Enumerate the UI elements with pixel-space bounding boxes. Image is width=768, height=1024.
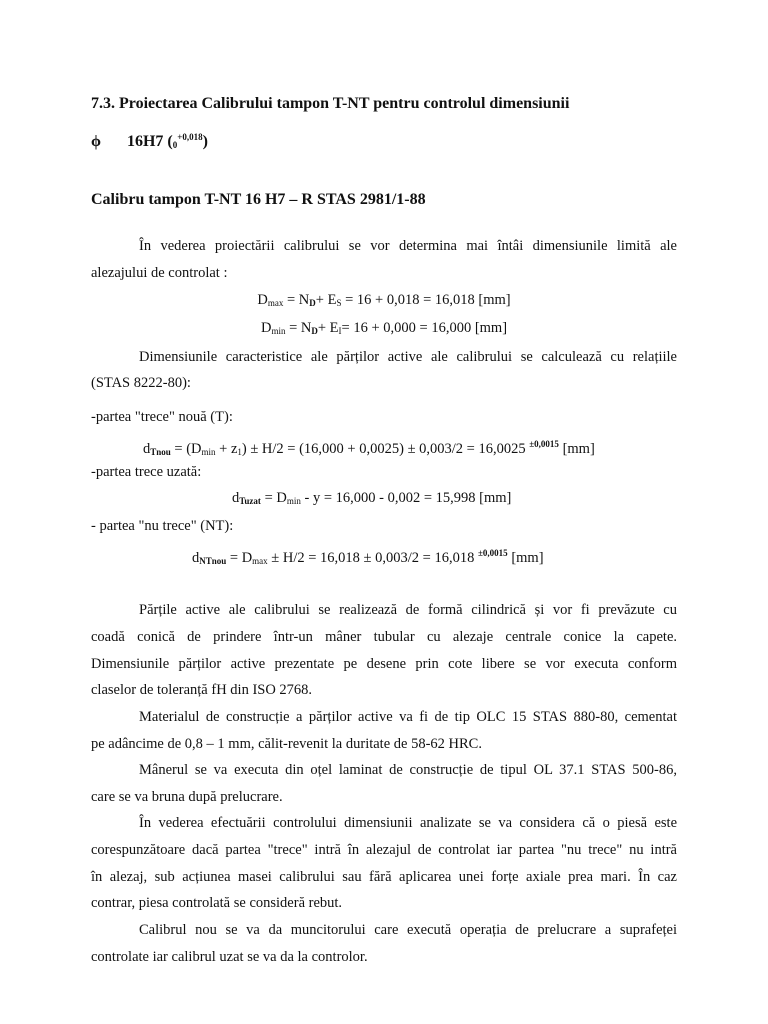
equation-t-new: $d_{Tnou} = (D_{min} + z_1) \pm H/2 = (16,000 + 0,0025) \pm 0,003/2 = 16,0025$ $^{\pm 0,0015}$ [mm] <box>143 439 595 457</box>
para4-line-3: în alezaj, sub acțiunea masei calibrului sau fără aplicarea unei forțe axiale prea mari. În caz <box>91 869 677 885</box>
para4-line-4: contrar, piesa controlată se consideră rebut. <box>91 895 343 911</box>
dimension-value: 16H7 ( <box>126 133 173 150</box>
para4-line-1: În vederea efectuării controlului dimensiunii analizate se va considera că o piesă este <box>139 815 677 831</box>
dimension-close: ) <box>202 133 208 150</box>
dimension-heading <box>91 127 208 155</box>
equation-dmin: $D_{min} = N_D+ E_I= 16 + 0,000 = 16,000$ [mm] <box>260 320 508 336</box>
para1-line-4: claselor de toleranță fH din ISO 2768. <box>91 682 313 698</box>
para1-line-2: coadă conică de prindere într-un mâner tubular cu alezaje centrale conice la capete. <box>91 629 677 645</box>
para1-line-1: Părțile active ale calibrului se realizează de formă cilindrică și vor fi prevăzute cu <box>139 602 677 618</box>
part-nt-label: - partea "nu trece" (NT): <box>91 518 234 534</box>
para2-line-2: pe adâncime de 0,8 – 1 mm, călit-revenit la duritate de 58-62 HRC. <box>91 736 482 752</box>
dims-line-1: Dimensiunile caracteristice ale părților active ale calibrului se calculează cu relațiile <box>139 349 677 365</box>
para5-line-2: controlate iar calibrul uzat se va da la controlor. <box>91 949 368 965</box>
para2-line-1: Materialul de construcție a părților active va fi de tip OLC 15 STAS 880-80, cementat <box>139 709 677 725</box>
para3-line-1: Mânerul se va executa din oțel laminat de construcție de tipul OL 37.1 STAS 500-86, <box>139 762 677 778</box>
intro-line-2: alezajului de controlat : <box>91 265 228 281</box>
part-t-label: -partea "trece" nouă (T): <box>91 409 233 425</box>
equation-dmax: $D_{max} = N_D+ E_S = 16 + 0,018 = 16,018$ [mm] <box>257 292 511 308</box>
phi-symbol: ϕ <box>91 133 101 150</box>
dims-line-2: (STAS 8222-80): <box>91 375 191 391</box>
section-title: 7.3. Proiectarea Calibrului tampon T-NT pentru controlul dimensiunii <box>91 95 570 112</box>
para3-line-2: care se va bruna după prelucrare. <box>91 789 283 805</box>
para1-line-3: Dimensiunile părților active prezentate pe desene prin cote libere se vor executa conform <box>91 656 677 672</box>
lower-deviation: 0 <box>172 140 178 150</box>
upper-deviation: +0,018 <box>177 132 203 142</box>
intro-line-1: În vederea proiectării calibrului se vor determina mai întâi dimensiunile limită ale <box>139 238 677 254</box>
equation-t-worn: $d_{Tuzat} = D_{min} - y = 16,000 - 0,002 = 15,998$ [mm] <box>232 490 512 506</box>
para4-line-2: corespunzătoare dacă partea "trece" intră în alezajul de controlat iar partea "nu trece" nu intră <box>91 842 677 858</box>
part-t-worn-label: -partea trece uzată: <box>91 464 202 480</box>
para5-line-1: Calibrul nou se va da muncitorului care execută operația de prelucrare a suprafeței <box>139 922 677 938</box>
subheading: Calibru tampon T-NT 16 H7 – R STAS 2981/1-88 <box>91 191 426 208</box>
equation-nt-new: $d_{NTnou} = D_{max} \pm H/2 = 16,018 \pm 0,003/2 = 16,018$ $^{\pm 0,0015}$ [mm] <box>192 548 544 566</box>
